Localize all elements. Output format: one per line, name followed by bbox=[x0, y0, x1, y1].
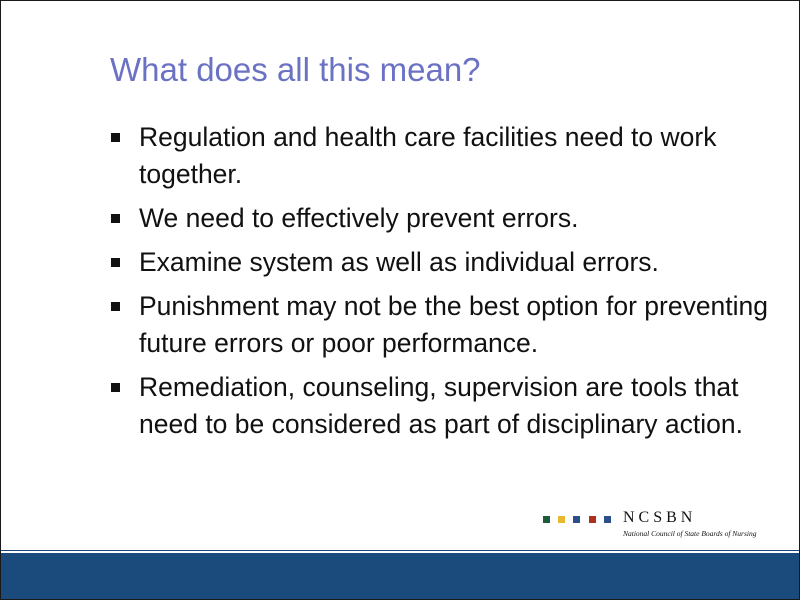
bullet-square-icon bbox=[111, 133, 120, 142]
bullet-item bbox=[109, 369, 769, 443]
bullet-square-icon bbox=[111, 302, 120, 311]
bullet-square-icon bbox=[111, 383, 120, 392]
bullet-text: Punishment may not be the best option for preventing future errors or poor performance. bbox=[139, 291, 769, 358]
logo-square-icon bbox=[558, 516, 565, 523]
logo-square-icon bbox=[573, 516, 580, 523]
bullet-list bbox=[109, 119, 769, 443]
footer-bar bbox=[1, 553, 799, 599]
logo-subtitle: National Council of State Boards of Nursing bbox=[623, 529, 757, 538]
logo-square-icon bbox=[604, 516, 611, 523]
bullet-item bbox=[109, 244, 769, 281]
logo-square-icon bbox=[543, 516, 550, 523]
bullet-text: Regulation and health care facilities need to work together. bbox=[139, 122, 717, 189]
footer-rule bbox=[1, 550, 799, 551]
ncsbn-logo bbox=[541, 510, 771, 542]
bullet-square-icon bbox=[111, 258, 120, 267]
logo-name: NCSBN bbox=[623, 509, 697, 526]
slide-title: What does all this mean? bbox=[110, 51, 481, 88]
bullet-square-icon bbox=[111, 214, 120, 223]
logo-square-icon bbox=[589, 516, 596, 523]
bullet-text: Remediation, counseling, supervision are tools that need to be considered as part of disciplinary action. bbox=[139, 372, 743, 439]
bullet-item bbox=[109, 119, 769, 193]
bullet-text: We need to effectively prevent errors. bbox=[139, 203, 579, 233]
bullet-item bbox=[109, 288, 769, 362]
bullet-item bbox=[109, 200, 769, 237]
bullet-text: Examine system as well as individual errors. bbox=[139, 247, 659, 277]
